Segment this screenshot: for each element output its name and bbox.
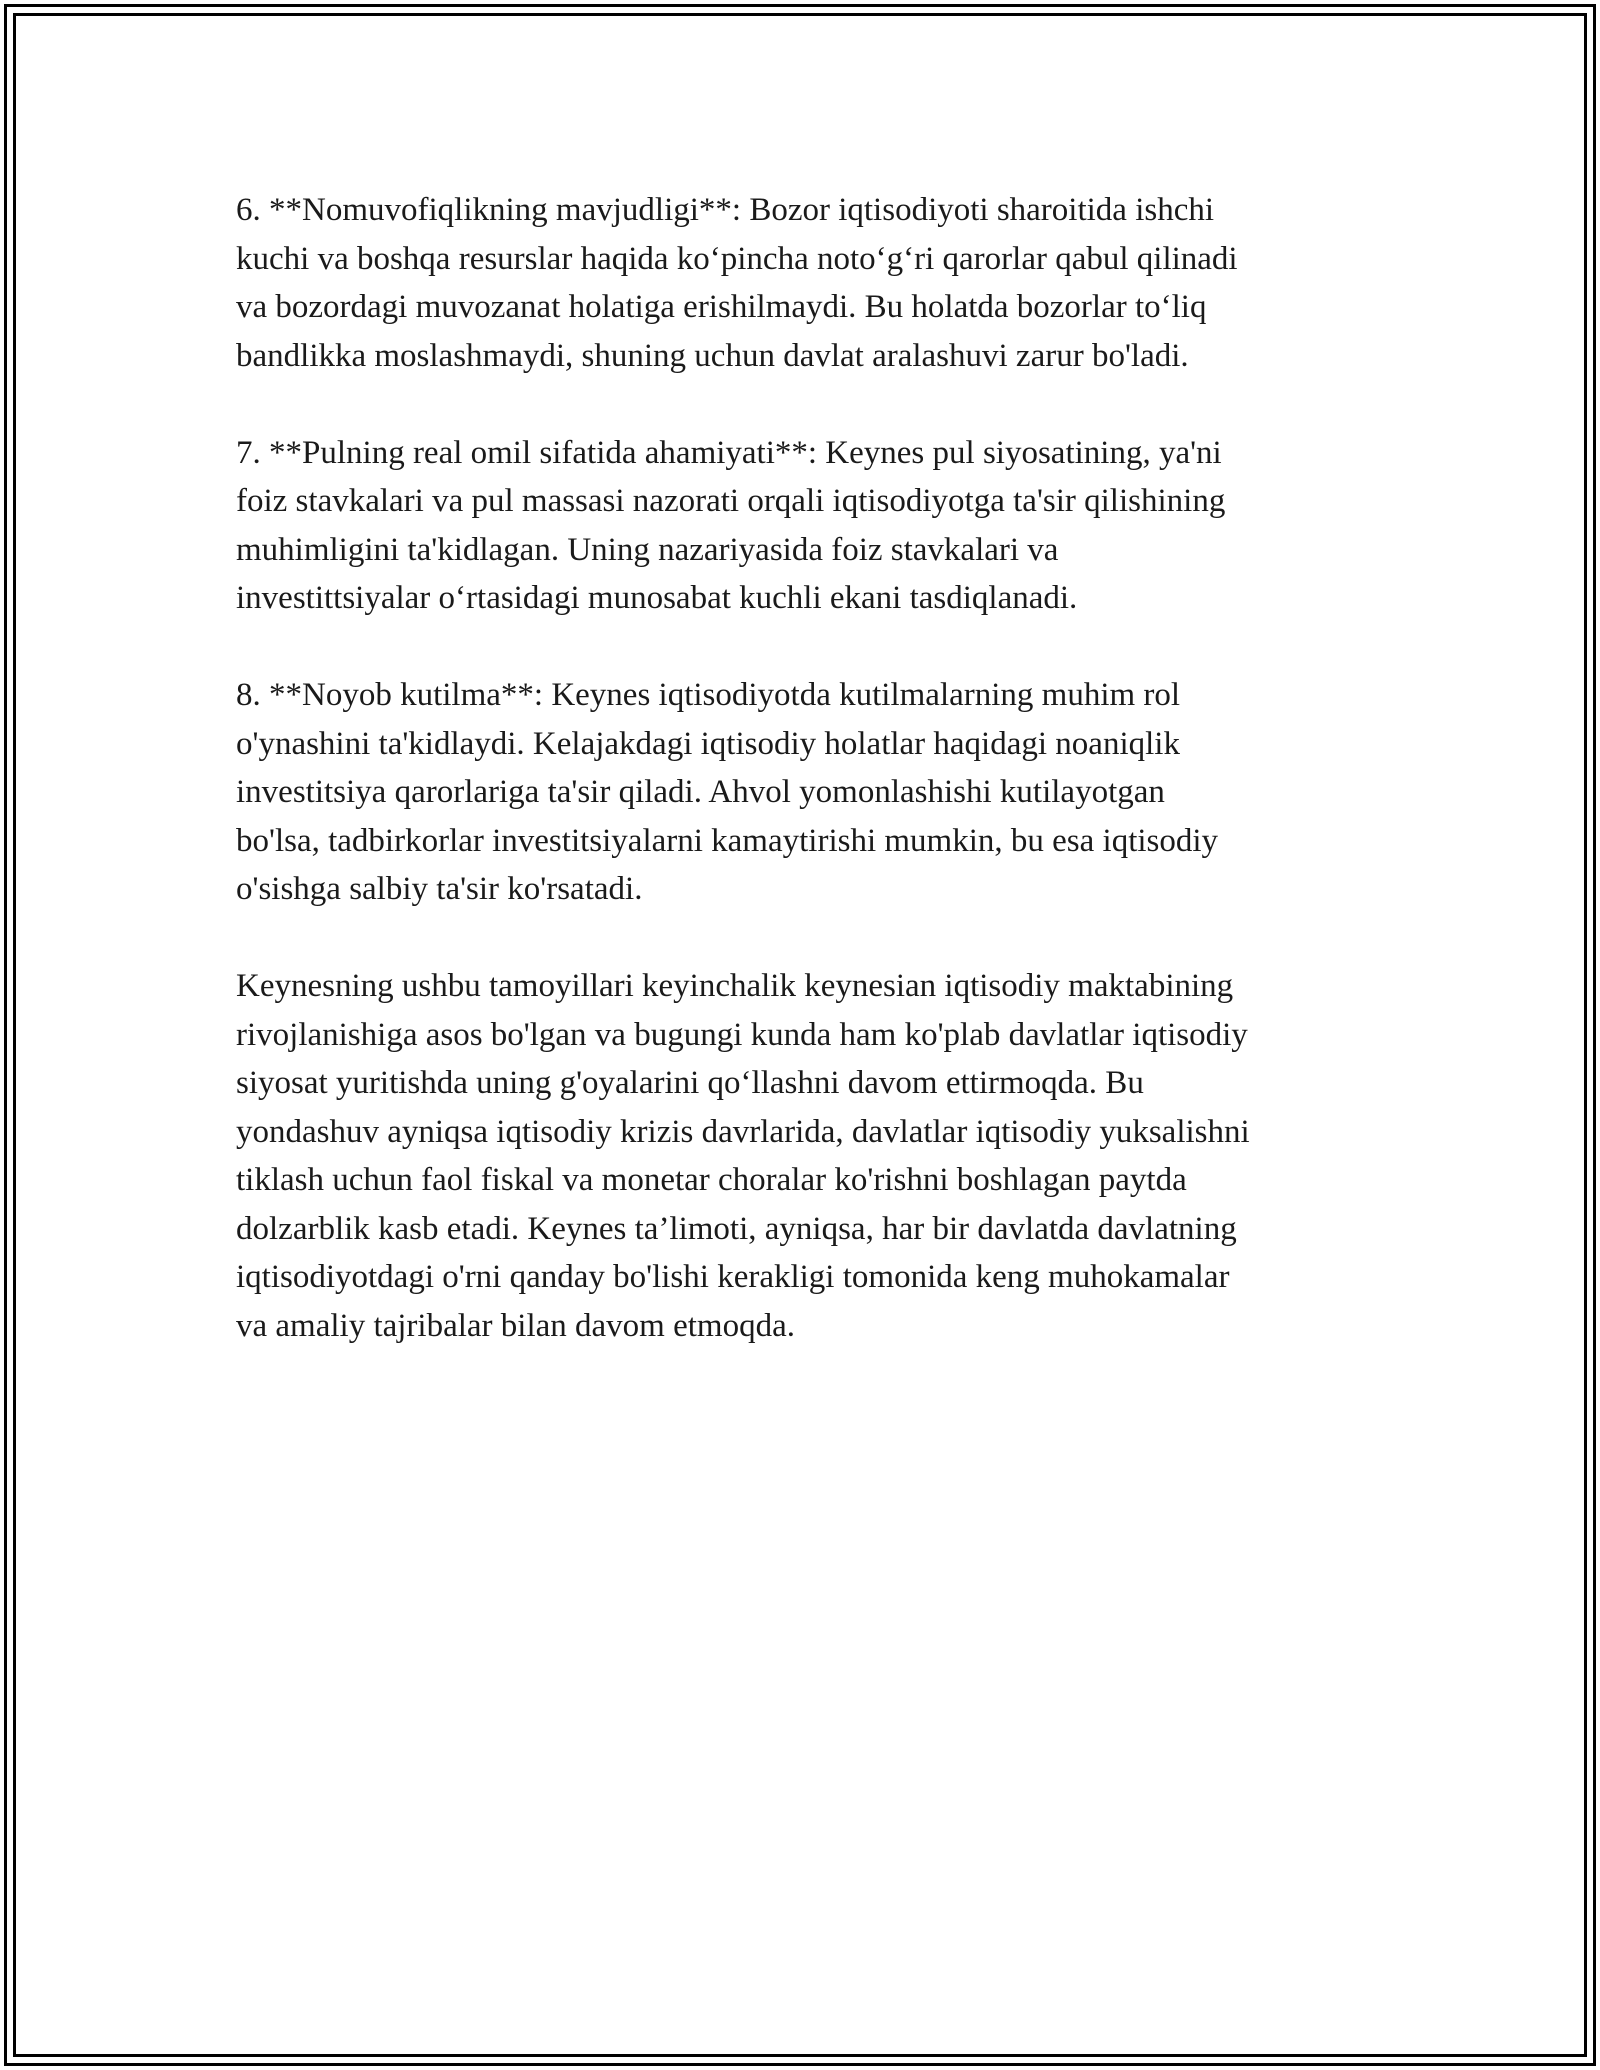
paragraph-item-8: 8. **Noyob kutilma**: Keynes iqtisodiyotda kutilmalarning muhim rol o'ynashini ta'kidlaydi. Kelajakdagi iqtisodiy holatlar haqidagi noaniqlik investitsiya qarorlariga ta'sir qiladi. Ahvol yomonlashishi kutilayotgan bo'lsa, tadbirkorlar investitsiyalarni kamaytirishi mumkin, bu esa iqtisodiy o'sishga salbiy ta'sir ko'rsatadi. (236, 677, 1219, 907)
paragraph-item-7: 7. **Pulning real omil sifatida ahamiyati**: Keynes pul siyosatining, ya'ni foiz stavkalari va pul massasi nazorati orqali iqtisodiyotga ta'sir qilishining muhimligini ta'kidlagan. Uning nazariyasida foiz stavkalari va investittsiyalar o‘rtasidagi munosabat kuchli ekani tasdiqlanadi. (236, 434, 1226, 616)
document-body (236, 186, 1376, 1399)
paragraph-conclusion: Keynesning ushbu tamoyillari keyinchalik keynesian iqtisodiy maktabining rivojlanishiga asos bo'lgan va bugungi kunda ham ko'plab davlatlar iqtisodiy siyosat yuritishda uning g'oyalarini qo‘llashni davom ettirmoqda. Bu yondashuv ayniqsa iqtisodiy krizis davrlarida, davlatlar iqtisodiy yuksalishni tiklash uchun faol fiskal va monetar choralar ko'rishni boshlagan paytda dolzarblik kasb etadi. Keynes ta’limoti, ayniqsa, har bir davlatda davlatning iqtisodiyotdagi o'rni qanday bo'lishi kerakligi tomonida keng muhokamalar va amaliy tajribalar bilan davom etmoqda. (236, 968, 1250, 1344)
paragraph-item-6: 6. **Nomuvofiqlikning mavjudligi**: Bozor iqtisodiyoti sharoitida ishchi kuchi va boshqa resurslar haqida ko‘pincha noto‘g‘ri qarorlar qabul qilinadi va bozordagi muvozanat holatiga erishilmaydi. Bu holatda bozorlar to‘liq bandlikka moslashmaydi, shuning uchun davlat aralashuvi zarur bo'ladi. (236, 192, 1238, 374)
